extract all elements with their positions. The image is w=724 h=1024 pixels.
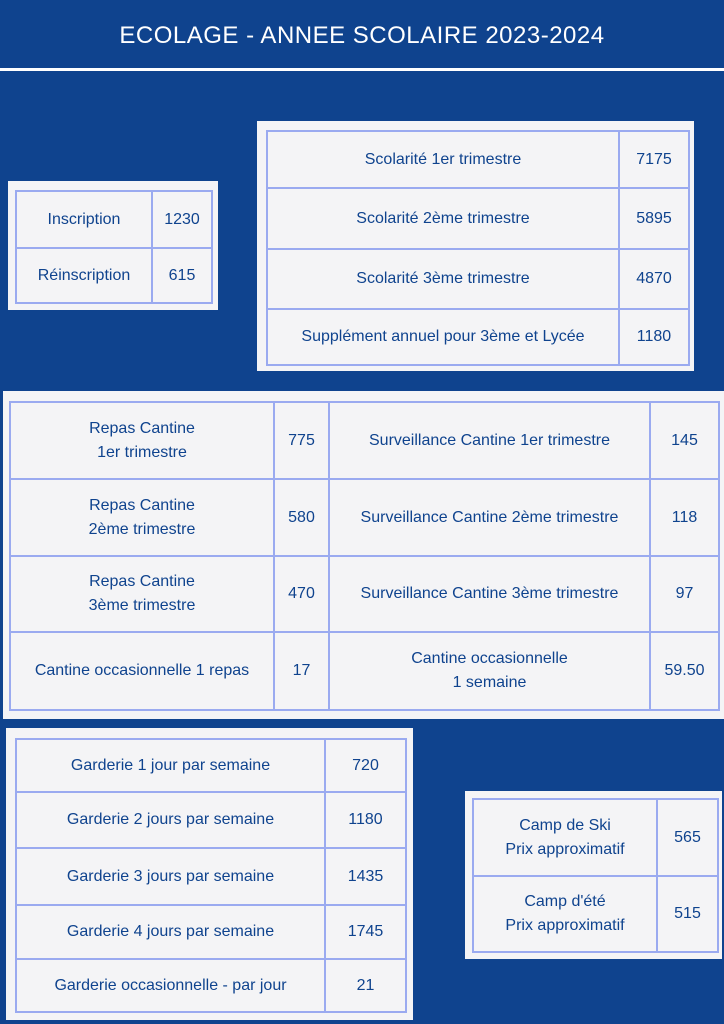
camp-panel [465, 791, 722, 959]
fee-value: 1180 [325, 792, 406, 848]
table-row [267, 309, 689, 365]
fee-value: 1435 [325, 848, 406, 905]
table-row [267, 188, 689, 249]
fee-value: 515 [657, 876, 718, 952]
fee-value: 4870 [619, 249, 689, 309]
fee-value: 1745 [325, 905, 406, 959]
fee-value: 21 [325, 959, 406, 1012]
inscription-panel [8, 181, 218, 310]
fee-label: Scolarité 1er trimestre [267, 131, 619, 188]
table-row [267, 249, 689, 309]
surveillance-label: Surveillance Cantine 1er trimestre [329, 402, 650, 479]
scolarite-table [266, 130, 690, 366]
repas-label: Repas Cantine 3ème trimestre [10, 556, 274, 632]
fee-label: Garderie occasionnelle - par jour [16, 959, 325, 1012]
repas-label: Cantine occasionnelle 1 repas [10, 632, 274, 710]
fee-value: 1180 [619, 309, 689, 365]
fee-label: Réinscription [16, 248, 152, 303]
garderie-panel [6, 728, 413, 1020]
table-row [16, 739, 406, 792]
surveillance-label: Surveillance Cantine 3ème trimestre [329, 556, 650, 632]
table-row [10, 479, 719, 556]
table-row [16, 191, 212, 248]
repas-value: 580 [274, 479, 329, 556]
repas-label: Repas Cantine 2ème trimestre [10, 479, 274, 556]
fee-value: 1230 [152, 191, 212, 248]
page-title: ECOLAGE - ANNEE SCOLAIRE 2023-2024 [119, 22, 605, 49]
fee-value: 565 [657, 799, 718, 876]
table-row [10, 402, 719, 479]
fee-value: 720 [325, 739, 406, 792]
garderie-table [15, 738, 407, 1013]
surveillance-value: 97 [650, 556, 719, 632]
surveillance-label: Cantine occasionnelle 1 semaine [329, 632, 650, 710]
fee-label: Supplément annuel pour 3ème et Lycée [267, 309, 619, 365]
fee-label: Scolarité 3ème trimestre [267, 249, 619, 309]
fee-label: Garderie 1 jour par semaine [16, 739, 325, 792]
fee-value: 7175 [619, 131, 689, 188]
fee-label: Garderie 3 jours par semaine [16, 848, 325, 905]
table-row [16, 248, 212, 303]
repas-value: 470 [274, 556, 329, 632]
table-row [473, 799, 718, 876]
fee-value: 5895 [619, 188, 689, 249]
table-row [10, 556, 719, 632]
table-row [16, 848, 406, 905]
table-row [16, 905, 406, 959]
fee-value: 615 [152, 248, 212, 303]
fee-label: Camp de Ski Prix approximatif [473, 799, 657, 876]
table-row [16, 959, 406, 1012]
surveillance-value: 118 [650, 479, 719, 556]
table-row [10, 632, 719, 710]
surveillance-label: Surveillance Cantine 2ème trimestre [329, 479, 650, 556]
cantine-table [9, 401, 720, 711]
repas-value: 17 [274, 632, 329, 710]
inscription-table [15, 190, 213, 304]
fee-label: Inscription [16, 191, 152, 248]
repas-label: Repas Cantine 1er trimestre [10, 402, 274, 479]
fee-label: Camp d'été Prix approximatif [473, 876, 657, 952]
fee-label: Scolarité 2ème trimestre [267, 188, 619, 249]
fee-label: Garderie 2 jours par semaine [16, 792, 325, 848]
scolarite-panel [257, 121, 694, 371]
repas-value: 775 [274, 402, 329, 479]
title-underline [0, 68, 724, 71]
surveillance-value: 145 [650, 402, 719, 479]
surveillance-value: 59.50 [650, 632, 719, 710]
table-row [473, 876, 718, 952]
table-row [16, 792, 406, 848]
camp-table [472, 798, 719, 953]
cantine-panel [3, 391, 724, 719]
fee-label: Garderie 4 jours par semaine [16, 905, 325, 959]
table-row [267, 131, 689, 188]
